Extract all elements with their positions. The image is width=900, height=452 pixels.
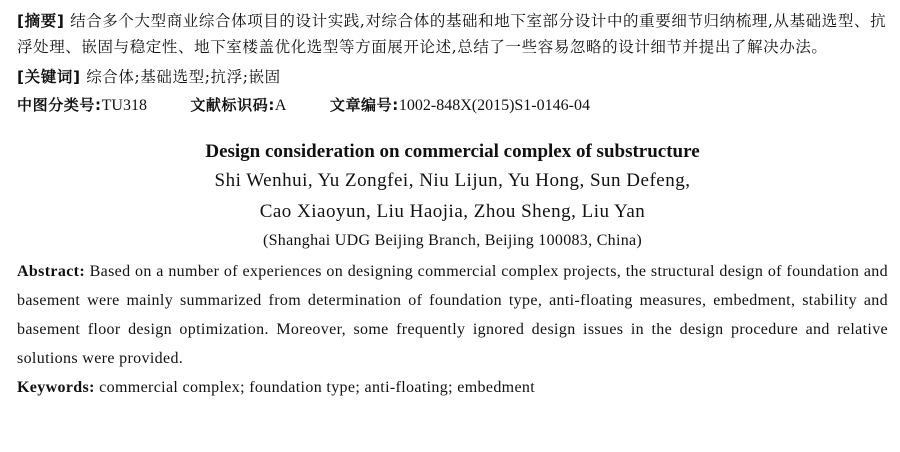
english-affiliation: (Shanghai UDG Beijing Branch, Beijing 100083, China) [262, 232, 643, 249]
english-abstract [17, 257, 888, 373]
clc-label: 中图分类号: [17, 96, 102, 114]
english-keywords [17, 373, 888, 402]
chinese-keywords-text: 综合体;基础选型;抗浮;嵌固 [86, 68, 281, 86]
document-code-value: A [274, 97, 287, 114]
chinese-keywords [17, 64, 888, 90]
english-abstract-text: Based on a number of experiences on designing commercial complex projects, the structural design of foundation and basement were mainly summarized from determination of foundation type, anti-floating measures, embedment, stability and basement floor design optimization. Moreover, some frequently ignored design issues in the design procedure and relative solutions were provided. [17, 263, 888, 367]
document-code [190, 92, 286, 119]
english-keywords-label: Keywords: [17, 379, 95, 396]
paper-page [0, 8, 900, 452]
english-title: Design consideration on commercial complex of substructure [205, 141, 700, 162]
english-authors-line-2: Cao Xiaoyun, Liu Haojia, Zhou Sheng, Liu Yan [259, 201, 646, 222]
document-code-label: 文献标识码: [190, 96, 275, 114]
english-keywords-text: commercial complex; foundation type; anti-floating; embedment [99, 379, 536, 396]
chinese-abstract-label: [摘要] [17, 12, 65, 30]
chinese-abstract-text: 结合多个大型商业综合体项目的设计实践,对综合体的基础和地下室部分设计中的重要细节归纳梳理,从基础选型、抗浮处理、嵌固与稳定性、地下室楼盖优化选型等方面展开论述,总结了一些容易忽略的设计细节并提出了解决办法。 [17, 12, 887, 56]
clc-value: TU318 [101, 97, 147, 114]
english-abstract-label: Abstract: [17, 263, 86, 280]
article-number-label: 文章编号: [329, 96, 399, 114]
english-authors-line-1: Shi Wenhui, Yu Zongfei, Niu Lijun, Yu Hong, Sun Defeng, [214, 170, 691, 191]
article-number [330, 92, 590, 119]
chinese-keywords-label: [关键词] [17, 68, 81, 86]
chinese-abstract [17, 8, 888, 60]
clc-number [17, 92, 147, 119]
article-number-value: 1002-848X(2015)S1-0146-04 [398, 97, 590, 114]
classification-row [17, 92, 888, 119]
